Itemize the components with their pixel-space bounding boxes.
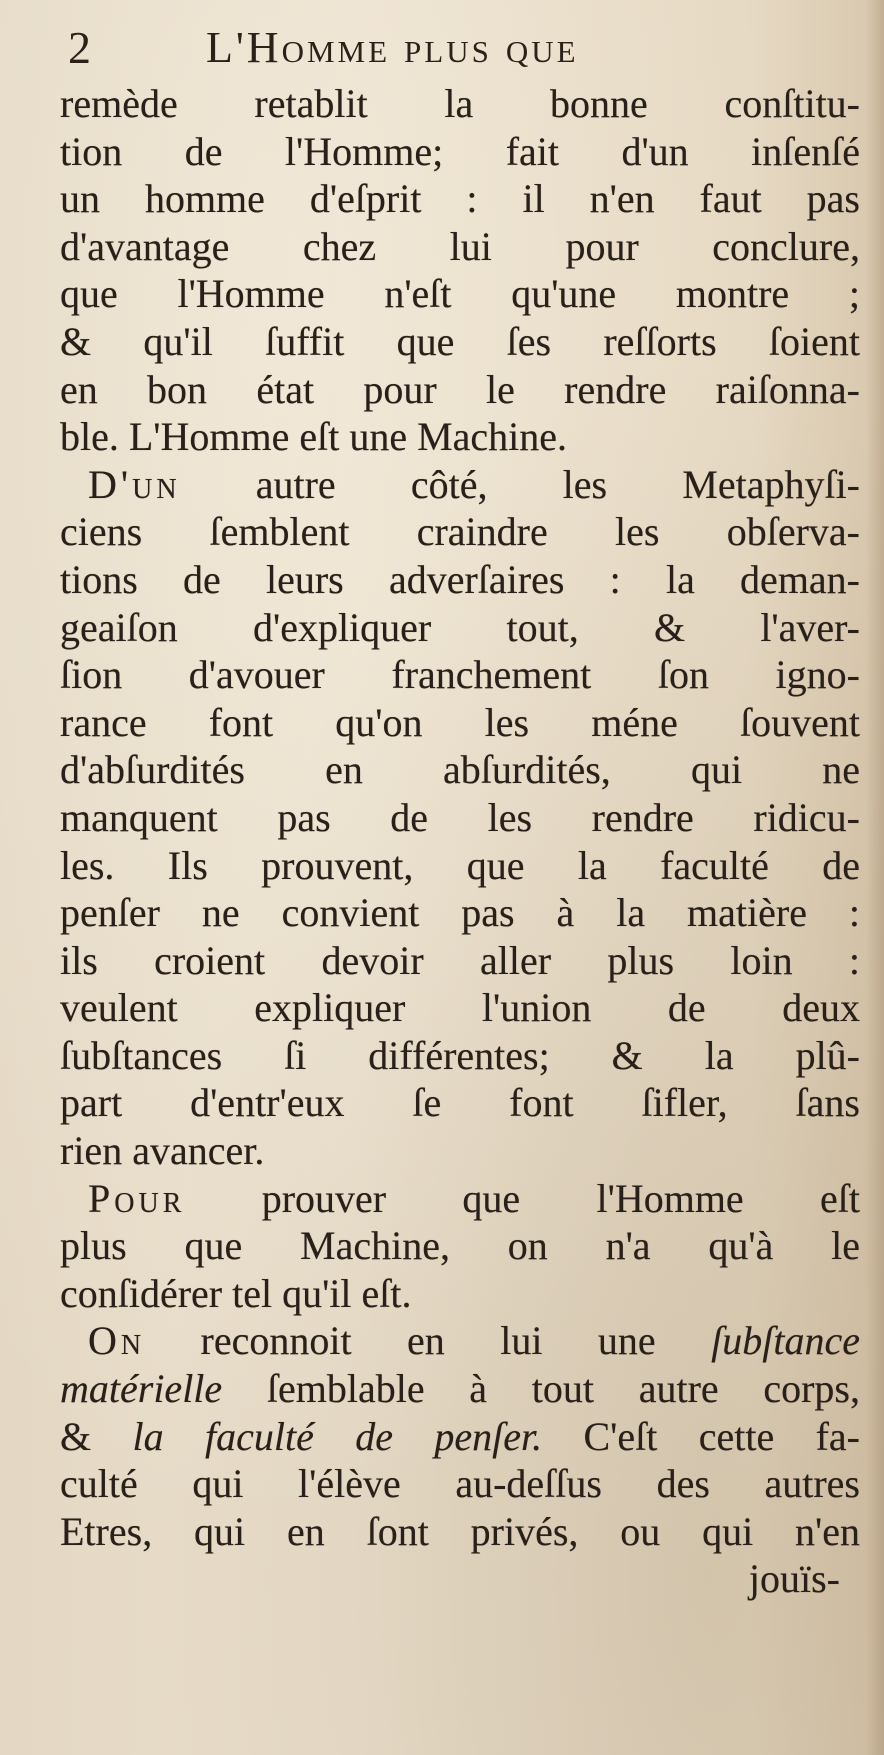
text-line: remède retablit la bonne conſtitu- xyxy=(60,81,860,126)
italic-term: la faculté de penſer. xyxy=(132,1413,543,1459)
text-line: d'abſurdités en abſurdités, qui ne xyxy=(60,747,860,793)
text-line: geaiſon d'expliquer tout, & l'aver- xyxy=(60,604,860,650)
text-line: que l'Homme n'eſt qu'une montre ; xyxy=(60,271,860,317)
text-line: rance font qu'on les méne ſouvent xyxy=(60,699,860,745)
running-title: L'Homme plus que xyxy=(206,23,579,72)
page-number: 2 xyxy=(68,22,91,73)
paragraph-start-line: Pour prouver que l'Homme eſt xyxy=(88,1175,860,1221)
text-line: Etres, qui en ſont privés, ou qui n'en xyxy=(60,1508,860,1554)
paragraph-start-line: On reconnoit en lui une ſubſtance xyxy=(88,1318,860,1364)
text-line: tion de l'Homme; fait d'un inſenſé xyxy=(60,128,860,174)
text-line: ſubſtances ſi différentes; & la plû- xyxy=(60,1032,860,1078)
italic-term: matérielle xyxy=(60,1366,223,1412)
text-line: les. Ils prouvent, que la faculté de xyxy=(60,842,860,888)
catchword: jouïs- xyxy=(748,1556,840,1602)
text-line: d'avantage chez lui pour conclure, xyxy=(60,223,860,269)
text-line: veulent expliquer l'union de deux xyxy=(60,985,860,1031)
text-line: culté qui l'élève au-deſſus des autres xyxy=(60,1461,860,1507)
page-edge-shadow xyxy=(866,0,884,1755)
text-line: ils croient devoir aller plus loin : xyxy=(60,937,860,983)
body-text xyxy=(60,80,860,1745)
italic-term: ſubſtance xyxy=(711,1318,860,1364)
text-line: plus que Machine, on n'a qu'à le xyxy=(60,1223,860,1269)
text-line: en bon état pour le rendre raiſonna- xyxy=(60,366,860,412)
paragraph-start-line: D'un autre côté, les Metaphyſi- xyxy=(88,461,860,507)
text-line: ciens ſemblent craindre les obſerva- xyxy=(60,509,860,555)
text-line: un homme d'eſprit : il n'en faut pas xyxy=(60,176,860,222)
text-line: rien avancer. xyxy=(60,1128,265,1174)
text-line: ble. L'Homme eſt une Machine. xyxy=(60,414,568,460)
text-line: tions de leurs adverſaires : la deman- xyxy=(60,556,860,602)
paragraph-lead-word: Pour xyxy=(88,1175,186,1221)
text-line: conſidérer tel qu'il eſt. xyxy=(60,1270,412,1316)
text-line: & qu'il ſuffit que ſes reſſorts ſoient xyxy=(60,318,860,364)
text-line: matérielle ſemblable à tout autre corps, xyxy=(60,1366,860,1412)
text-line: & la faculté de penſer. C'eſt cette fa- xyxy=(60,1413,860,1459)
text-line: part d'entr'eux ſe font ſifler, ſans xyxy=(60,1080,860,1126)
paragraph-lead-word: D'un xyxy=(88,461,181,507)
text-line: penſer ne convient pas à la matière : xyxy=(60,890,860,936)
paragraph-lead-word: On xyxy=(88,1318,146,1364)
text-line: manquent pas de les rendre ridicu- xyxy=(60,794,860,840)
text-line: ſion d'avouer franchement ſon igno- xyxy=(60,652,860,698)
page-header xyxy=(68,18,848,80)
